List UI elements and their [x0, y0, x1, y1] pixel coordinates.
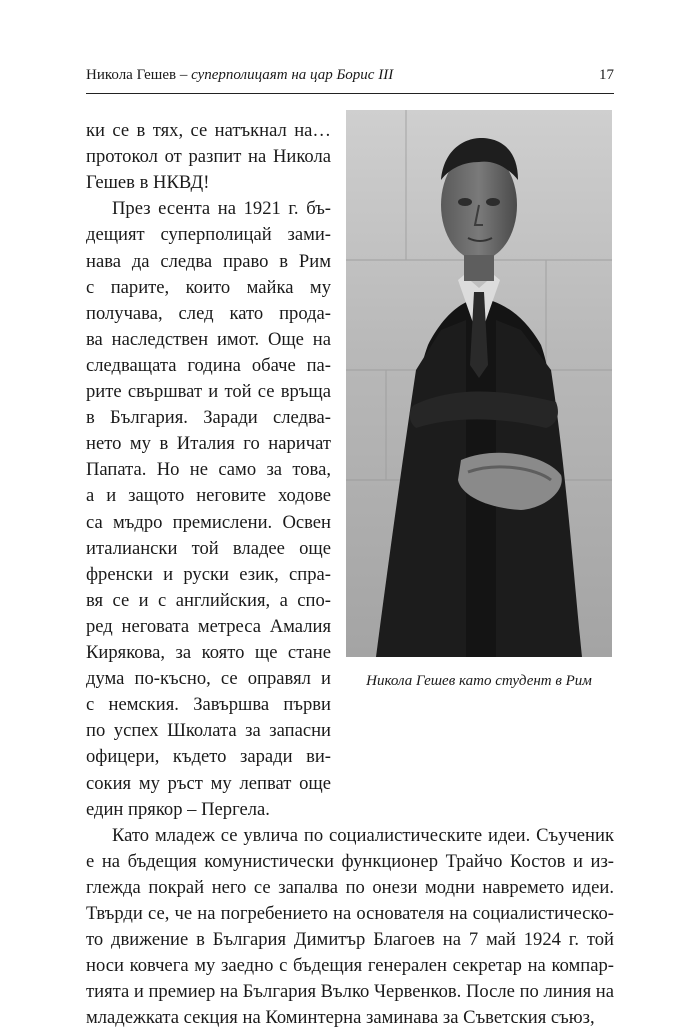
- photo-caption: Никола Гешев като студент в Рим: [366, 673, 592, 689]
- text-line: младежката секция на Коминтерна заминава за Съветския съюз,: [86, 1007, 595, 1029]
- text-line: носи ковчега му заедно с бъдещия генерален секретар на компар-: [86, 955, 614, 977]
- text-line: то движение в България Димитър Благоев на 7 май 1924 г. той: [86, 929, 614, 951]
- text-line: Гешев в НКВД!: [86, 172, 210, 194]
- text-line: френски и руски език, спра-: [86, 563, 331, 585]
- text-line: Твърди се, че на погребението на основателя на социалистическо-: [86, 903, 614, 924]
- portrait-photo: [346, 110, 612, 657]
- text-line: получава, след като прода-: [86, 302, 331, 324]
- text-line: по успех Школата за запасни: [86, 720, 331, 742]
- page-number: 17: [599, 67, 614, 83]
- running-header: [86, 64, 614, 86]
- text-line: е на бъдещия комунистически функционер Трайчо Костов и из-: [86, 850, 614, 872]
- text-line: ва наследствен имот. Още на: [86, 328, 331, 350]
- text-line: рите свършват и той се връща: [86, 381, 331, 402]
- text-line: нето му в Италия го наричат: [86, 433, 331, 455]
- text-line: са мъдро премислени. Освен: [86, 511, 331, 533]
- text-line: вя се и с английския, а спо-: [86, 589, 331, 611]
- text-line: офицери, където заради ви-: [86, 746, 331, 768]
- text-line: а и защото неговите ходове: [86, 485, 331, 507]
- header-author: Никола Гешев: [86, 67, 177, 83]
- text-line: с парите, които майка му: [86, 276, 331, 298]
- text-line: дума по-късно, се оправял и: [86, 668, 331, 690]
- text-line: следващата година обаче па-: [86, 354, 331, 376]
- text-line: Кирякова, за която ще стане: [86, 642, 331, 663]
- text-line: ки се в тях, се натъкнал на…: [86, 120, 331, 141]
- header-subtitle: – суперполицаят на цар Борис III: [176, 67, 394, 83]
- text-line: Като младеж се увлича по социалистическите идеи. Съученик: [112, 824, 614, 846]
- text-line: италиански той владее още: [86, 537, 331, 559]
- text-line: сокия му ръст му лепват още: [86, 772, 331, 794]
- portrait-illustration: [346, 110, 612, 657]
- text-line: в България. Заради следва-: [86, 407, 331, 429]
- text-line: ред неговата метреса Амалия: [86, 615, 331, 637]
- text-line: с немския. Завършва първи: [86, 694, 331, 716]
- header-title: [86, 64, 393, 86]
- text-line: дещият суперполицай зами-: [86, 224, 331, 246]
- text-line: тията и премиер на България Вълко Червенков. После по линия на: [86, 981, 614, 1003]
- header-rule: [86, 93, 614, 94]
- text-line: глежда покрай него се запалва по онези модни навремето идеи.: [86, 876, 614, 898]
- text-line: нава да следва право в Рим: [86, 250, 331, 272]
- text-line: протокол от разпит на Никола: [86, 146, 331, 168]
- text-line: един прякор – Пергела.: [86, 798, 270, 820]
- text-line: През есента на 1921 г. бъ-: [112, 198, 331, 220]
- text-line: Папата. Но не само за това,: [86, 459, 331, 481]
